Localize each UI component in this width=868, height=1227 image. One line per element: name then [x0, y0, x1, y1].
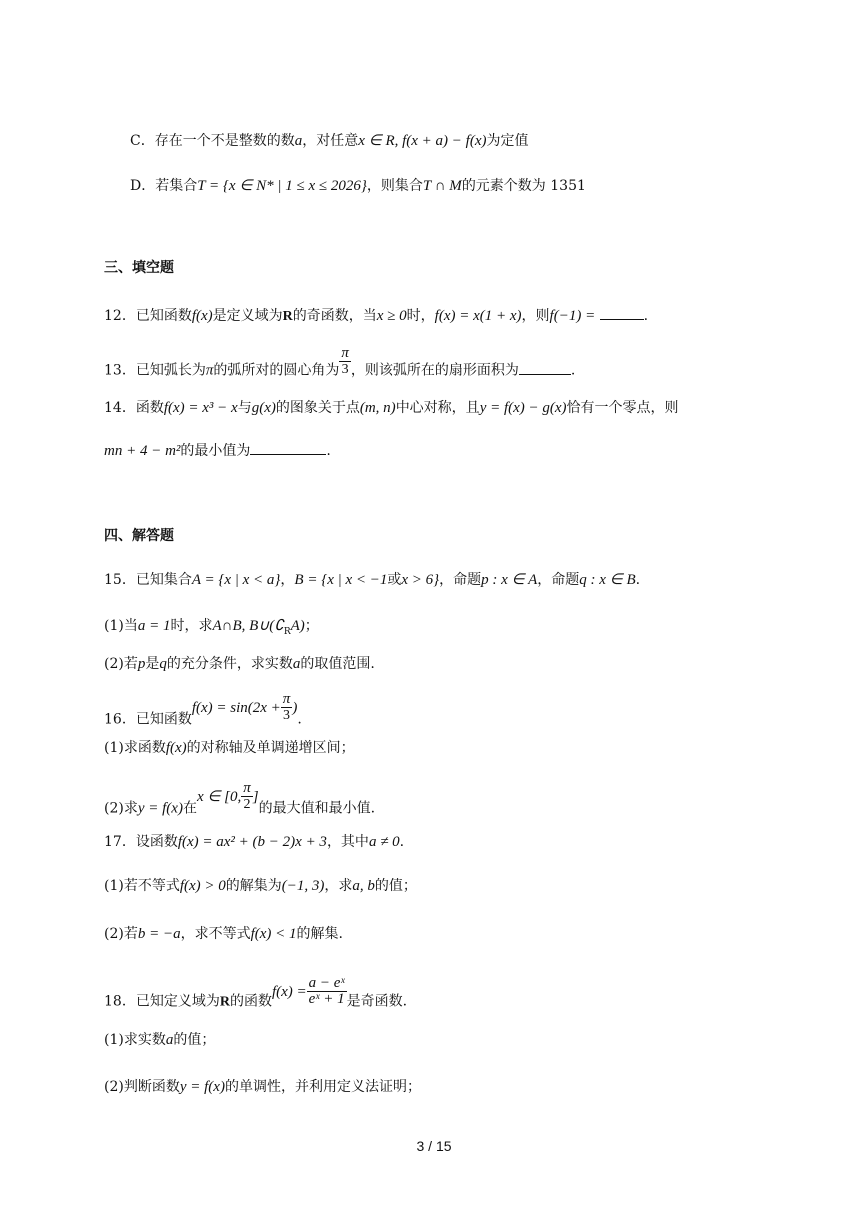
math-expr: B = {x | x < −1: [294, 572, 388, 588]
math-expr: f(x) > 0: [179, 878, 226, 894]
math-var: a: [165, 1032, 174, 1048]
math-set-R: R: [219, 994, 230, 1010]
text: 中心对称，且: [395, 400, 480, 416]
question-16-part-2: [104, 780, 376, 824]
question-15: [104, 570, 640, 590]
section-heading-solutions: 四、解答题: [104, 528, 174, 544]
text: 恰有一个零点，则: [566, 400, 679, 416]
text: 的充分条件，求实数: [166, 656, 293, 672]
option-d-mid: ，则集合: [366, 178, 423, 194]
text: 17．设函数: [104, 834, 178, 850]
question-15-part-2: [104, 654, 375, 674]
question-17-part-1: [104, 876, 417, 896]
text: 的解集为: [225, 878, 282, 894]
text: .: [635, 572, 641, 588]
math-var: a: [294, 133, 303, 149]
question-17-part-2: [104, 924, 343, 944]
math-expr: a, b: [352, 878, 375, 894]
text: 的对称轴及单调递增区间；: [186, 740, 355, 756]
text: ，则: [521, 308, 550, 324]
text: 在: [182, 800, 197, 817]
math-expr: x > 6}: [401, 572, 440, 588]
total-pages: 15: [435, 1138, 452, 1154]
text: (1)求函数: [104, 740, 166, 756]
math-expr: f(x) = ax² + (b − 2)x + 3: [177, 834, 327, 850]
math-expr: f(x) = x(1 + x): [434, 308, 522, 324]
fraction: [281, 692, 293, 723]
text: 与: [237, 400, 252, 416]
option-c-mid: ，对任意: [302, 133, 359, 149]
math-expr: f(x): [165, 740, 187, 756]
text: 是定义域为: [212, 308, 283, 324]
text: ，: [280, 572, 295, 588]
math-expr: y = f(x) − g(x): [479, 400, 567, 416]
math-expr: (m, n): [359, 400, 396, 416]
math-var: a: [292, 656, 301, 672]
math-expr: a ≠ 0: [368, 834, 400, 850]
math-var: p: [137, 656, 146, 672]
math-expr: f(x) =: [271, 983, 307, 1000]
math-expr: mn + 4 − m²: [104, 443, 181, 459]
frac-den: 3: [283, 708, 291, 723]
math-expr: y = f(x): [137, 800, 183, 817]
text: 的图象关于点: [275, 400, 360, 416]
question-18-part-2: [104, 1077, 421, 1097]
text: 的解集.: [296, 926, 343, 942]
answer-blank[interactable]: [600, 305, 644, 320]
text: (1)若不等式: [104, 878, 180, 894]
text: 的单调性，并利用定义法证明；: [224, 1079, 421, 1095]
text: 的值；: [374, 878, 417, 894]
page-separator: /: [424, 1138, 436, 1154]
question-16-part-1: [104, 738, 355, 758]
math-expr: A∩B, B∪(∁: [212, 618, 284, 634]
text: 的最小值为: [180, 443, 251, 459]
math-expr: ): [292, 699, 298, 716]
text: 13．已知弧长为: [104, 362, 206, 379]
math-expr: A = {x | x < a}: [191, 572, 281, 588]
text: ，其中: [326, 834, 369, 850]
text: 的值；: [173, 1032, 216, 1048]
text: 时，求: [170, 618, 213, 634]
q18-formula: [271, 975, 347, 1007]
math-expr: ]: [252, 788, 259, 805]
text: 时，: [406, 308, 435, 324]
text: 16．已知函数: [104, 711, 192, 728]
page-number: [0, 1138, 868, 1154]
math-expr: p : x ∈ A: [481, 572, 538, 588]
math-expr: T ∩ M: [422, 178, 462, 194]
question-14-cont: [104, 440, 331, 461]
question-14: [104, 398, 679, 418]
answer-blank[interactable]: [519, 360, 571, 375]
math-pi: π: [205, 362, 214, 379]
text: .: [297, 711, 302, 728]
question-16: [104, 691, 302, 735]
text: 12．已知函数: [104, 308, 192, 324]
math-sub: R: [283, 626, 291, 637]
math-expr: b = −a: [137, 926, 181, 942]
question-12: [104, 305, 648, 327]
math-expr: f(−1) =: [549, 308, 596, 324]
fraction: [241, 781, 253, 812]
math-expr: A): [290, 618, 305, 634]
fraction: [307, 976, 347, 1007]
math-expr: x ∈ R, f(x + a) − f(x): [358, 133, 487, 149]
math-expr: q : x ∈ B: [579, 572, 636, 588]
frac-num: a − eˣ: [308, 975, 345, 991]
text: 15．已知集合: [104, 572, 192, 588]
text: 的函数: [229, 993, 272, 1010]
question-13: [104, 345, 576, 386]
text: .: [570, 362, 576, 379]
option-c-label: C．存在一个不是整数的数: [130, 133, 295, 149]
text: 的弧所对的圆心角为: [213, 362, 340, 379]
text: ，求不等式: [180, 926, 251, 942]
text: ，则该弧所在的扇形面积为: [350, 362, 519, 379]
math-expr: a = 1: [137, 618, 171, 634]
text: 的最大值和最小值.: [258, 800, 376, 817]
question-15-part-1: [104, 616, 319, 642]
text: 是奇函数.: [346, 993, 408, 1010]
section-heading-fill-in: 三、填空题: [104, 260, 174, 276]
text: .: [399, 834, 405, 850]
frac-den: 3: [341, 362, 349, 377]
text: 或: [387, 572, 402, 588]
math-expr: x ≥ 0: [376, 308, 407, 324]
text: (2)求: [104, 800, 138, 817]
text: (2)若: [104, 926, 138, 942]
option-d: [130, 176, 586, 196]
q16-formula: [191, 691, 298, 723]
text: ，命题: [537, 572, 580, 588]
math-set-R: R: [282, 309, 293, 324]
math-expr: g(x): [251, 400, 276, 416]
frac-den: eˣ + 1: [308, 991, 345, 1007]
frac-num: π: [243, 780, 251, 796]
option-d-tail: 的元素个数为 1351: [461, 178, 586, 194]
frac-num: π: [341, 345, 349, 361]
text: ，命题: [439, 572, 482, 588]
question-18: [104, 975, 408, 1017]
option-c: [130, 131, 528, 151]
interval-formula: [196, 780, 259, 812]
text: .: [643, 308, 649, 324]
text: ；: [304, 618, 319, 634]
question-18-part-1: [104, 1030, 215, 1050]
fraction: [339, 346, 351, 377]
text: 的取值范围.: [300, 656, 375, 672]
text: ，求: [324, 878, 353, 894]
text: (2)判断函数: [104, 1079, 180, 1095]
text: (1)求实数: [104, 1032, 166, 1048]
text: (2)若: [104, 656, 138, 672]
text: 的奇函数，当: [292, 308, 377, 324]
math-expr: f(x): [191, 308, 213, 324]
current-page: 3: [416, 1138, 425, 1154]
answer-blank[interactable]: [250, 440, 326, 455]
text: 是: [145, 656, 160, 672]
text: .: [326, 443, 331, 459]
math-expr: (−1, 3): [281, 878, 325, 894]
math-expr: f(x) = sin(2x +: [191, 699, 281, 716]
text: (1)当: [104, 618, 138, 634]
math-expr: T = {x ∈ N* | 1 ≤ x ≤ 2026}: [197, 178, 367, 194]
math-var: q: [159, 656, 167, 672]
math-expr: f(x) = x³ − x: [163, 400, 238, 416]
text: 14．函数: [104, 400, 164, 416]
question-17: [104, 832, 404, 852]
math-expr: f(x) < 1: [250, 926, 297, 942]
math-expr: x ∈ [0,: [196, 788, 242, 805]
math-expr: y = f(x): [179, 1079, 225, 1095]
frac-num: π: [282, 691, 291, 707]
option-d-label: D．若集合: [130, 178, 198, 194]
frac-den: 2: [243, 797, 251, 812]
text: 18．已知定义域为: [104, 993, 220, 1010]
option-c-tail: 为定值: [486, 133, 529, 149]
